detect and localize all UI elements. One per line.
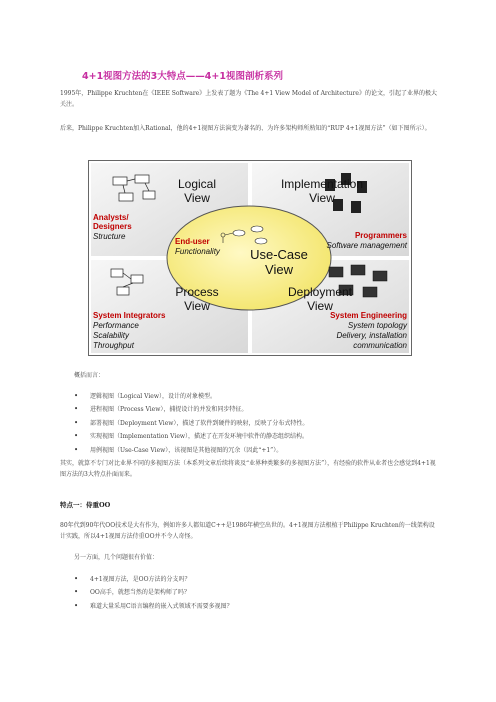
list-item: • 进程视图（Process View），捕捉设计的并发和同步特征。: [74, 403, 454, 416]
list-item: • 难道大量采用C语言编程的嵌入式领域不需要多视图？: [74, 600, 454, 613]
intro-paragraph: 1995年，Philippe Kruchten在《IEEE Software》上发表了题为《The 4+1 View Model of Architecture》的论文，引起了业界的极大关注。: [60, 90, 437, 108]
list-item: • 用例视图（Use-Case View），该视图是其他视图的冗余（因此“+1”）。: [74, 444, 454, 457]
software-management-label: Software management: [326, 241, 407, 250]
system-engineering-label: System Engineering: [330, 311, 407, 320]
process-view-title: Process View: [175, 285, 219, 313]
list-item: • 4+1视图方法，是OO方法的分支吗？: [74, 573, 454, 586]
system-integrators-label: System Integrators: [93, 311, 166, 320]
logical-view-title: Logical View: [177, 177, 217, 205]
implementation-view-title: Implementation View: [280, 177, 364, 205]
section-heading: 特点一：侍重OO: [60, 501, 111, 509]
views-list: [74, 390, 454, 457]
list-item: • OO高手，就想当然的是架构师了吗？: [74, 586, 454, 599]
oo-paragraph: 80年代到90年代OO技术是大有作为，例如许多人都知道C++是1986年横空出世的。4+1视图方法根植于Philippe Kruchten的一线架构设计实践，所以4+1视图方法侍重OO并不令人奇怪。: [60, 522, 435, 540]
summary-label: 概括而言：: [74, 372, 105, 379]
analysts-designers-label: Analysts/ Designers: [93, 213, 132, 231]
use-case-view-title: Use-Case View: [250, 247, 308, 277]
list-item: • 逻辑视图（Logical View），设计的对象模型。: [74, 390, 454, 403]
four-plus-one-diagram: [88, 160, 412, 356]
rup-paragraph: 后来，Philippe Kruchten加入Rational，他的4+1视图方法演变为著名的、为许多架构师所熟知的“RUP 4+1视图方法”（如下图所示）。: [60, 125, 431, 132]
list-item: • 实现视图（Implementation View），描述了在开发环境中软件的静态组织结构。: [74, 430, 454, 443]
questions-intro: 另一方面，几个问题很有价值：: [74, 554, 159, 561]
functionality-label: Functionality: [175, 247, 220, 256]
topology-delivery-label: System topology Delivery, installation communication: [336, 321, 407, 350]
questions-list: [74, 573, 454, 613]
programmers-label: Programmers: [354, 231, 407, 240]
performance-scalability-label: Performance Scalability Throughput: [93, 321, 139, 350]
list-item: • 部署视图（Deployment View），描述了软件到硬件的映射，反映了分布式特性。: [74, 417, 454, 430]
article-title: 4+1视图方法的3大特点——4+1视图剖析系列: [82, 71, 283, 82]
features-paragraph: 其实，就算不专门对比业界不同的多视图方法（本系列文章后续将谈及“业界种类繁多的多视图方法”），有经验的软件从业者也会感觉到4+1视图方法的3大特点扑面而来。: [60, 460, 436, 478]
end-user-label: End-user: [175, 237, 210, 246]
structure-label: Structure: [93, 232, 126, 241]
deployment-view-title: Deployment View: [287, 285, 353, 313]
